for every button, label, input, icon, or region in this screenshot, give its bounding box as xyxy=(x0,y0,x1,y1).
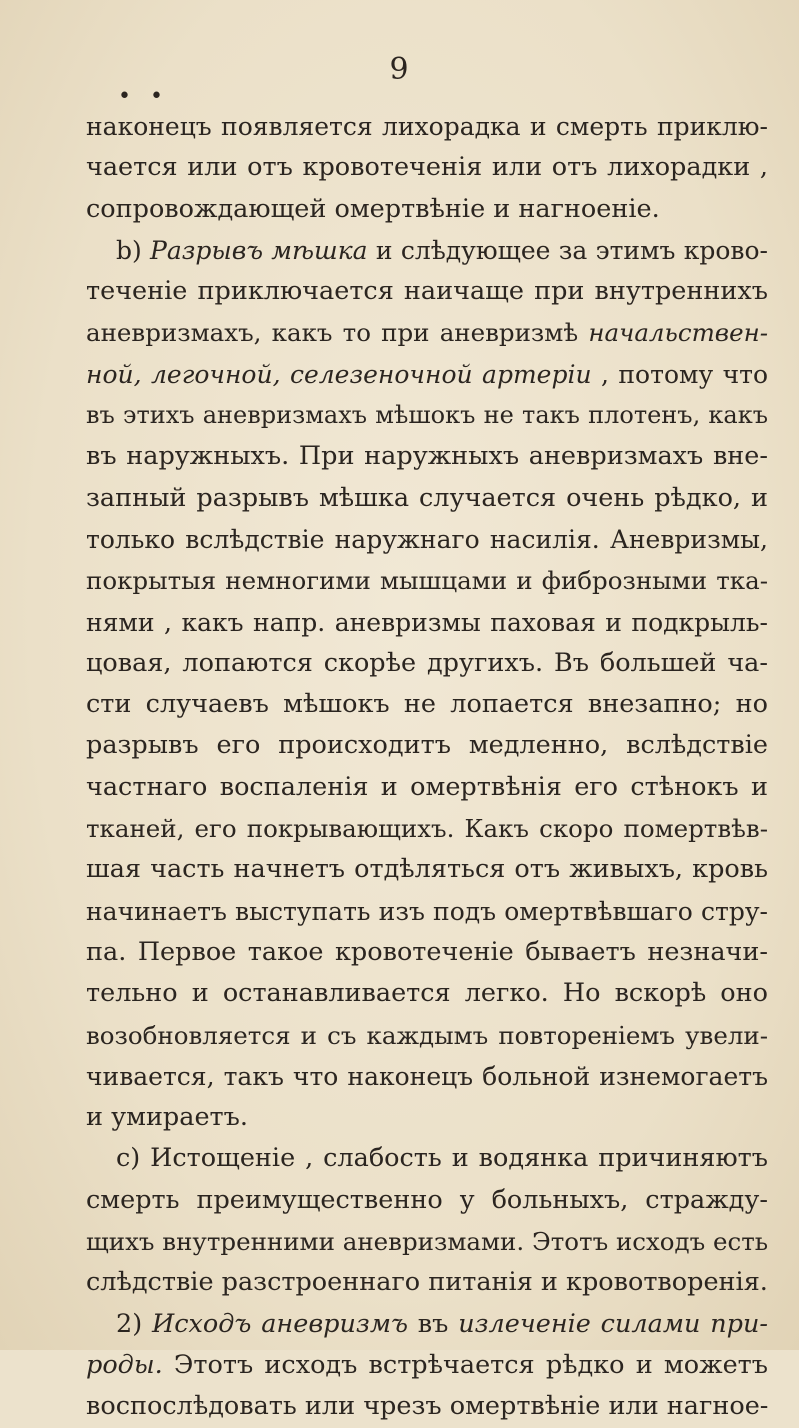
text-line xyxy=(86,767,768,808)
text-line xyxy=(86,395,768,436)
ink-dots: • • xyxy=(118,84,169,109)
text-line xyxy=(86,808,768,849)
text-segment: и умираетъ. xyxy=(86,1102,248,1133)
text-segment: въ наружныхъ. При наружныхъ аневризмахъ вне- xyxy=(86,441,768,472)
italic-text: Исходъ аневризмъ xyxy=(152,1308,408,1339)
text-segment: въ xyxy=(407,1308,459,1339)
text-segment: тканей, его покрывающихъ. Какъ скоро помертвѣв- xyxy=(86,814,768,844)
text-line xyxy=(86,602,768,643)
text-line xyxy=(86,1221,768,1262)
text-segment: щихъ внутренними аневризмами. Этотъ исходъ есть xyxy=(86,1227,769,1257)
text-line xyxy=(86,106,768,147)
text-line xyxy=(86,1262,768,1303)
text-segment: шая часть начнетъ отдѣляться отъ живыхъ, кровь xyxy=(86,854,768,885)
text-line xyxy=(86,1345,768,1386)
text-segment: , потому что xyxy=(591,359,769,389)
text-segment: 2) xyxy=(116,1308,152,1339)
text-segment: только вслѣдствіе наружнаго насилія. Аневризмы, xyxy=(86,524,768,554)
text-segment: сти случаевъ мѣшокъ не лопается внезапно; но xyxy=(86,689,768,720)
text-line xyxy=(86,560,768,601)
text-line xyxy=(86,1180,768,1221)
text-segment: теченіе приключается наичаще при внутреннихъ xyxy=(86,276,768,307)
text-line xyxy=(86,1015,768,1056)
body-text xyxy=(86,106,768,1428)
text-segment: цовая, лопаются скорѣе другихъ. Въ большей ча- xyxy=(86,647,768,678)
text-segment: нями , какъ напр. аневризмы паховая и подкрыль- xyxy=(86,607,768,637)
text-segment: частнаго воспаленія и омертвѣнія его стѣнокъ и xyxy=(86,771,768,802)
italic-text: Разрывъ мѣшка xyxy=(150,235,368,265)
text-line xyxy=(86,973,768,1014)
text-line xyxy=(86,1056,768,1097)
italic-text: ной, легочной, селезеночной артеріи xyxy=(86,359,592,389)
text-segment: въ этихъ аневризмахъ мѣшокъ не такъ плотенъ, какъ xyxy=(86,401,768,430)
text-line xyxy=(86,519,768,560)
text-line xyxy=(86,725,768,766)
italic-text: начальствен- xyxy=(588,318,768,348)
text-line xyxy=(86,147,768,188)
page-number: 9 xyxy=(389,52,410,87)
text-segment: b) xyxy=(116,235,151,265)
text-segment: сопровождающей омертвѣніе и нагноеніе. xyxy=(86,193,660,224)
text-line xyxy=(86,1386,768,1427)
text-segment: чивается, такъ что наконецъ больной изнемогаетъ xyxy=(86,1061,768,1091)
italic-text: излеченіе силами при- xyxy=(458,1308,768,1339)
text-segment: и слѣдующее за этимъ крово- xyxy=(367,235,768,265)
text-segment: Этотъ исходъ встрѣчается рѣдко и можетъ xyxy=(162,1349,768,1380)
text-segment: смерть преимущественно у больныхъ, стражду- xyxy=(86,1184,768,1215)
text-segment: аневризмахъ, какъ то при аневризмѣ xyxy=(86,318,589,348)
text-line xyxy=(86,1138,768,1179)
text-segment: слѣдствіе разстроеннаго питанія и кровотворенія. xyxy=(86,1267,768,1298)
text-line xyxy=(86,849,768,890)
text-segment: разрывъ его происходитъ медленно, вслѣдствіе xyxy=(86,730,768,761)
text-segment: тельно и останавливается легко. Но вскорѣ оно xyxy=(86,978,768,1009)
text-segment: па. Первое такое кровотеченіе бываетъ незначи- xyxy=(86,936,768,967)
text-line xyxy=(86,189,768,230)
text-segment: начинаетъ выступать изъ подъ омертвѣвшаго стру- xyxy=(86,896,768,926)
text-segment: чается или отъ кровотеченія или отъ лихорадки , xyxy=(86,152,768,183)
text-line xyxy=(86,436,768,477)
text-line xyxy=(86,354,768,395)
text-line xyxy=(86,230,768,271)
italic-text: роды. xyxy=(86,1349,163,1380)
text-segment: наконецъ появляется лихорадка и смерть приклю- xyxy=(86,112,768,141)
text-segment: c) Истощеніе , слабость и водянка причиняютъ xyxy=(116,1143,768,1174)
text-segment: возобновляется и съ каждымъ повтореніемъ увели- xyxy=(86,1020,768,1050)
text-segment: покрытыя немногими мышцами и фиброзными тка- xyxy=(86,566,768,596)
text-line xyxy=(86,478,768,519)
text-line xyxy=(86,932,768,973)
text-line xyxy=(86,271,768,312)
text-segment: воспослѣдовать или чрезъ омертвѣніе или нагное- xyxy=(86,1391,769,1422)
text-line xyxy=(86,684,768,725)
text-line xyxy=(86,1304,768,1345)
text-line xyxy=(86,643,768,684)
text-line xyxy=(86,312,768,353)
text-segment: запный разрывъ мѣшка случается очень рѣдко, и xyxy=(86,482,768,513)
text-line xyxy=(86,1097,768,1138)
text-line xyxy=(86,891,768,932)
